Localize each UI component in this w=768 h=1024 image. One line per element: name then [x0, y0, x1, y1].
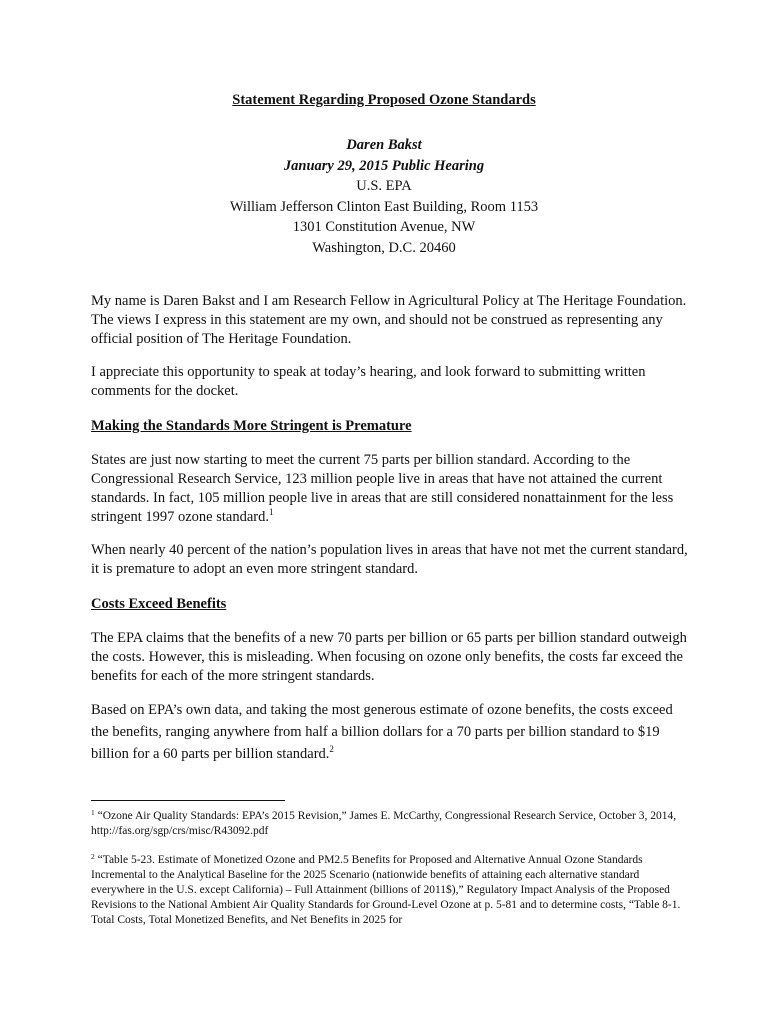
statement-header [0, 135, 768, 258]
footnote-ref-2: 2 [329, 744, 334, 754]
footnote-2-text: “Table 5-23. Estimate of Monetized Ozone and PM2.5 Benefits for Proposed and Alternative Annual Ozone Standards Incremental to the Analytical Baseline for the 2025 Scenario (nationwide benefits of attaining each alternative standard everywhere in the U.S. except California) – Full Attainment (billions of 2011$),” Regulatory Impact Analysis of the Proposed Revisions to the National Ambient Air Quality Standards for Ground-Level Ozone at p. 5-81 and to determine costs, “Table 8-1. Total Costs, Total Monetized Benefits, and Net Benefits in 2025 for [91, 854, 681, 926]
footnote-ref-1: 1 [269, 507, 274, 517]
epa-data-paragraph [91, 699, 691, 765]
hearing-date: January 29, 2015 Public Hearing [283, 157, 485, 174]
footnote-1 [91, 809, 691, 839]
section-heading-costs: Costs Exceed Benefits [91, 596, 227, 612]
claims-paragraph: The EPA claims that the benefits of a new 70 parts per billion or 65 parts per billion standard outweigh the costs. However, this is misleading. When focusing on ozone only benefits, the costs far exceed the benefits for each of the more stringent standards. [91, 630, 687, 684]
author-name: Daren Bakst [346, 137, 422, 153]
footnote-divider [91, 800, 285, 801]
building-address: William Jefferson Clinton East Building, Room 1153 [229, 198, 539, 215]
footnote-1-number: 1 [91, 808, 95, 817]
footnote-2 [91, 853, 691, 928]
section-heading-premature: Making the Standards More Stringent is Premature [91, 418, 412, 434]
population-paragraph: When nearly 40 percent of the nation’s population lives in areas that have not met the current standard, it is premature to adopt an even more stringent standard. [91, 542, 688, 577]
footnote-1-text: “Ozone Air Quality Standards: EPA’s 2015 Revision,” James E. McCarthy, Congressional Research Service, October 3, 2014, http://fas.org/sgp/crs/misc/R43092.pdf [91, 810, 677, 837]
appreciation-paragraph: I appreciate this opportunity to speak at today’s hearing, and look forward to submitting written comments for the docket. [91, 364, 646, 399]
city-address: Washington, D.C. 20460 [312, 239, 456, 256]
intro-paragraph: My name is Daren Bakst and I am Research Fellow in Agricultural Policy at The Heritage Foundation. The views I express in this statement are my own, and should not be construed as representing any official position of The Heritage Foundation. [91, 293, 687, 347]
states-paragraph-text: States are just now starting to meet the current 75 parts per billion standard. According to the Congressional Research Service, 123 million people live in areas that have not attained the current standards. In fact, 105 million people live in areas that are still considered nonattainment for the less stringent 1997 ozone standard. [91, 452, 674, 525]
footnote-2-number: 2 [91, 852, 95, 861]
street-address: 1301 Constitution Avenue, NW [292, 219, 476, 235]
epa-data-paragraph-text: Based on EPA’s own data, and taking the most generous estimate of ozone benefits, the costs exceed the benefits, ranging anywhere from half a billion dollars for a 70 parts per billion standard to $19 billion for a 60 parts per billion standard. [91, 702, 673, 762]
agency-name: U.S. EPA [356, 178, 412, 194]
states-paragraph [91, 451, 691, 527]
document-title: Statement Regarding Proposed Ozone Standards [232, 92, 536, 108]
